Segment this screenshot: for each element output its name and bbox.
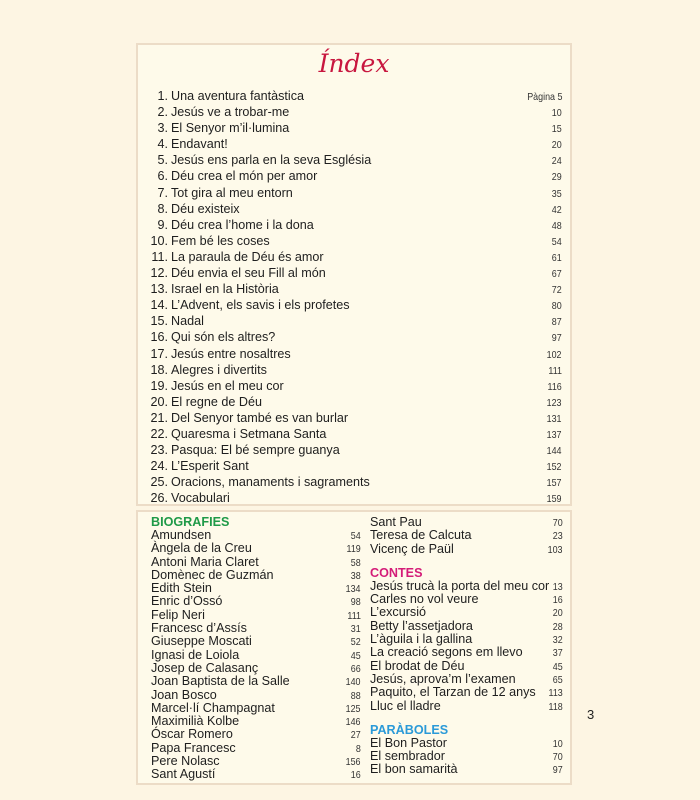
chapter-title bbox=[150, 233, 270, 249]
story-page: 16 bbox=[553, 594, 563, 607]
chapter-page: 80 bbox=[552, 300, 562, 313]
chapter-number: 17. bbox=[150, 346, 168, 361]
chapter-page: 29 bbox=[552, 171, 562, 184]
chapter-title bbox=[150, 168, 317, 184]
chapter-title-text: Jesús ve a trobar-me bbox=[171, 105, 290, 120]
chapter-title-text: Fem bé les coses bbox=[171, 233, 270, 248]
chapter-page: 157 bbox=[547, 477, 562, 490]
biography-title: Josep de Calasanç bbox=[151, 660, 259, 675]
biography-entry bbox=[151, 542, 361, 555]
chapter-title-text: Endavant! bbox=[171, 137, 228, 152]
story-entry bbox=[370, 646, 563, 659]
story-title: Jesús, aprova’m l’examen bbox=[370, 671, 516, 686]
biography-entry bbox=[151, 556, 361, 569]
chapter-title-text: Déu crea l’home i la dona bbox=[171, 217, 314, 232]
parable-title: El Bon Pastor bbox=[370, 735, 448, 750]
biography-title: Papa Francesc bbox=[151, 740, 236, 755]
biography-page: 66 bbox=[351, 662, 361, 675]
chapter-number: 4. bbox=[157, 137, 168, 152]
chapter-entry bbox=[150, 474, 562, 490]
parable-entry bbox=[370, 750, 563, 763]
biography-entry bbox=[151, 582, 361, 595]
story-page: 32 bbox=[553, 634, 563, 647]
chapter-page: 111 bbox=[548, 364, 562, 377]
chapter-number: 19. bbox=[150, 378, 168, 393]
chapter-entry bbox=[150, 249, 562, 265]
biography-page: 98 bbox=[351, 596, 361, 609]
chapter-entry bbox=[150, 265, 562, 281]
chapter-title bbox=[150, 426, 326, 442]
biography-entry bbox=[370, 543, 563, 556]
chapter-page: 123 bbox=[547, 396, 562, 409]
index-title: Índex bbox=[318, 49, 390, 78]
chapter-number: 20. bbox=[150, 394, 168, 409]
chapter-entry bbox=[150, 346, 562, 362]
story-title: L’excursió bbox=[370, 605, 427, 620]
biography-title: Sant Pau bbox=[370, 515, 422, 529]
chapter-title bbox=[150, 201, 240, 217]
chapter-title bbox=[150, 297, 350, 313]
biography-title: Enric d’Ossó bbox=[151, 594, 223, 609]
chapter-title-text: Una aventura fantàstica bbox=[171, 89, 305, 103]
biography-entry bbox=[151, 635, 361, 648]
chapter-title-text: L’Esperit Sant bbox=[171, 459, 249, 474]
biography-page: 111 bbox=[347, 609, 361, 622]
story-entry bbox=[370, 633, 563, 646]
biography-page: 8 bbox=[356, 742, 361, 755]
biography-entry bbox=[151, 595, 361, 608]
parable-page: 97 bbox=[553, 764, 563, 777]
chapter-number: 8. bbox=[157, 201, 168, 216]
chapter-title bbox=[150, 217, 314, 233]
chapter-title-text: Jesús en el meu cor bbox=[171, 378, 284, 393]
chapter-title bbox=[150, 346, 291, 362]
chapter-entry bbox=[150, 152, 562, 168]
biography-title: Antoni Maria Claret bbox=[151, 554, 259, 569]
biography-entry bbox=[151, 728, 361, 741]
parable-title: El bon samarità bbox=[370, 762, 458, 777]
chapter-title-text: Jesús ens parla en la seva Església bbox=[171, 153, 372, 168]
right-column bbox=[370, 515, 563, 777]
chapter-title bbox=[150, 410, 348, 426]
biography-title: Francesc d’Assís bbox=[151, 621, 247, 636]
story-page: 37 bbox=[553, 647, 563, 660]
story-entry bbox=[370, 606, 563, 619]
chapter-number: 6. bbox=[157, 169, 168, 184]
biography-entry bbox=[151, 649, 361, 662]
chapter-entry bbox=[150, 217, 562, 233]
chapter-title bbox=[150, 281, 279, 297]
chapter-number: 11. bbox=[151, 249, 168, 264]
biography-entry bbox=[151, 742, 361, 755]
biography-page: 103 bbox=[548, 543, 563, 556]
chapter-entry bbox=[150, 233, 562, 249]
chapter-page: 97 bbox=[552, 332, 562, 345]
chapter-entry bbox=[150, 120, 562, 136]
chapter-title-text: Quaresma i Setmana Santa bbox=[171, 426, 327, 441]
chapter-page: 35 bbox=[552, 187, 562, 200]
chapter-title-text: Jesús entre nosaltres bbox=[171, 346, 291, 361]
biography-entry bbox=[151, 662, 361, 675]
biography-title: Joan Baptista de la Salle bbox=[151, 674, 290, 689]
story-entry bbox=[370, 660, 563, 673]
parable-page: 70 bbox=[553, 751, 563, 764]
parable-entry bbox=[370, 763, 563, 776]
story-entry bbox=[370, 700, 563, 713]
chapter-title-text: El regne de Déu bbox=[171, 394, 263, 409]
chapter-list bbox=[150, 88, 562, 506]
biography-entry bbox=[151, 569, 361, 582]
chapter-entry bbox=[150, 410, 562, 426]
chapter-number: 18. bbox=[150, 362, 168, 377]
biography-entry bbox=[370, 516, 563, 529]
biography-title: Felip Neri bbox=[151, 607, 205, 622]
chapter-title-text: Del Senyor també es van burlar bbox=[171, 410, 349, 425]
chapter-title bbox=[150, 120, 289, 136]
chapter-entry bbox=[150, 104, 562, 120]
story-entry bbox=[370, 686, 563, 699]
biography-page: 38 bbox=[351, 569, 361, 582]
biography-entry bbox=[151, 609, 361, 622]
biography-page: 88 bbox=[351, 689, 361, 702]
page-number: 3 bbox=[587, 707, 595, 722]
chapter-title-text: Alegres i divertits bbox=[171, 362, 267, 377]
chapter-title bbox=[150, 378, 284, 394]
biography-entry bbox=[151, 622, 361, 635]
chapter-title bbox=[150, 474, 370, 490]
chapter-entry bbox=[150, 394, 562, 410]
chapter-title bbox=[150, 185, 293, 201]
parable-entry bbox=[370, 737, 563, 750]
biography-title: Marcel·lí Champagnat bbox=[151, 700, 275, 715]
biography-title: Vicenç de Paül bbox=[370, 541, 454, 556]
chapter-number: 1. bbox=[157, 89, 168, 103]
chapter-title-text: El Senyor m’il·lumina bbox=[171, 121, 290, 136]
chapter-title-text: Déu envia el seu Fill al món bbox=[171, 266, 326, 281]
chapter-title bbox=[150, 329, 275, 345]
left-column bbox=[151, 515, 361, 782]
biography-title: Joan Bosco bbox=[151, 687, 217, 702]
biography-page: 134 bbox=[346, 583, 361, 596]
chapter-entry bbox=[150, 88, 562, 104]
biography-title: Óscar Romero bbox=[151, 727, 233, 742]
chapter-number: 3. bbox=[157, 121, 168, 136]
chapter-number: 10. bbox=[150, 233, 168, 248]
biografies-heading: BIOGRAFIES bbox=[151, 515, 230, 529]
chapter-page: 20 bbox=[552, 139, 562, 152]
chapter-title bbox=[150, 442, 340, 458]
chapter-entry bbox=[150, 362, 562, 378]
chapter-title-text: Nadal bbox=[171, 314, 204, 329]
story-title: Carles no vol veure bbox=[370, 592, 479, 607]
chapter-title-text: Israel en la Història bbox=[171, 282, 279, 297]
chapter-title bbox=[150, 313, 204, 329]
biography-page: 23 bbox=[553, 530, 563, 543]
story-entry bbox=[370, 673, 563, 686]
biography-entry bbox=[151, 675, 361, 688]
chapter-page: 116 bbox=[547, 380, 562, 393]
chapter-title-text: Oracions, manaments i sagraments bbox=[171, 475, 370, 490]
story-title: Jesús trucà la porta del meu cor bbox=[370, 578, 550, 593]
chapter-entry bbox=[150, 329, 562, 345]
chapter-page: 10 bbox=[552, 107, 562, 120]
story-page: 45 bbox=[553, 660, 563, 673]
biography-page: 140 bbox=[346, 676, 361, 689]
sections-panel bbox=[136, 510, 572, 785]
chapter-page: 152 bbox=[547, 461, 562, 474]
chapter-title bbox=[150, 458, 249, 474]
chapter-number: 23. bbox=[150, 443, 168, 458]
chapter-title-text: Qui són els altres? bbox=[171, 330, 276, 345]
chapter-title-text: Pasqua: El bé sempre guanya bbox=[171, 443, 340, 458]
chapter-entry bbox=[150, 185, 562, 201]
chapter-number: 12. bbox=[150, 266, 168, 281]
chapter-title-text: Vocabulari bbox=[171, 491, 230, 506]
chapter-title-text: L’Advent, els savis i els profetes bbox=[171, 298, 350, 313]
chapter-page: 67 bbox=[552, 268, 562, 281]
chapter-title bbox=[150, 152, 371, 168]
chapter-entry bbox=[150, 426, 562, 442]
biography-title: Pere Nolasc bbox=[151, 754, 220, 769]
chapter-page: 102 bbox=[547, 348, 562, 361]
biography-entry bbox=[151, 755, 361, 768]
chapter-title bbox=[150, 490, 230, 506]
chapter-title bbox=[150, 265, 326, 281]
chapter-number: 2. bbox=[157, 105, 168, 120]
parable-page: 10 bbox=[553, 737, 563, 750]
biography-entry bbox=[151, 702, 361, 715]
biography-page: 70 bbox=[553, 517, 563, 529]
chapter-entry bbox=[150, 458, 562, 474]
chapter-page: 87 bbox=[552, 316, 562, 329]
chapter-number: 22. bbox=[150, 426, 168, 441]
biografies-list-continued bbox=[370, 516, 563, 556]
biography-page: 16 bbox=[351, 769, 361, 782]
chapter-entry bbox=[150, 201, 562, 217]
biography-page: 58 bbox=[351, 556, 361, 569]
chapter-page: 61 bbox=[552, 251, 562, 264]
biography-title: Maximilià Kolbe bbox=[151, 714, 240, 729]
chapter-number: 5. bbox=[157, 153, 168, 168]
paraboles-list bbox=[370, 737, 563, 777]
chapter-entry bbox=[150, 313, 562, 329]
chapter-entry bbox=[150, 442, 562, 458]
chapter-title-text: Déu crea el món per amor bbox=[171, 169, 318, 184]
parable-title: El sembrador bbox=[370, 749, 445, 764]
chapter-entry bbox=[150, 297, 562, 313]
chapter-number: 9. bbox=[157, 217, 168, 232]
chapter-page: 48 bbox=[552, 219, 562, 232]
chapter-number: 24. bbox=[150, 459, 168, 474]
chapter-number: 21. bbox=[150, 410, 168, 425]
story-page: 28 bbox=[553, 620, 563, 633]
biography-page: 54 bbox=[351, 530, 361, 542]
chapter-number: 13. bbox=[150, 282, 168, 297]
chapter-number: 16. bbox=[150, 330, 168, 345]
story-title: El brodat de Déu bbox=[370, 658, 465, 673]
chapter-number: 7. bbox=[157, 185, 168, 200]
biography-title: Teresa de Calcuta bbox=[370, 528, 472, 543]
chapter-page: 24 bbox=[552, 155, 562, 168]
chapter-title-text: La paraula de Déu és amor bbox=[171, 249, 324, 264]
chapter-entry bbox=[150, 168, 562, 184]
biography-entry bbox=[151, 768, 361, 781]
story-title: Paquito, el Tarzan de 12 anys bbox=[370, 685, 536, 700]
chapter-page: 42 bbox=[552, 203, 562, 216]
biography-page: 45 bbox=[351, 649, 361, 662]
biography-title: Àngela de la Creu bbox=[151, 541, 252, 556]
biography-page: 156 bbox=[346, 756, 361, 769]
biography-title: Sant Agustí bbox=[151, 767, 216, 782]
biography-title: Giuseppe Moscati bbox=[151, 634, 252, 649]
chapter-title bbox=[150, 136, 228, 152]
biography-page: 27 bbox=[351, 729, 361, 742]
chapter-number: 15. bbox=[150, 314, 168, 329]
chapter-page: 159 bbox=[547, 493, 562, 506]
chapter-number: 25. bbox=[150, 475, 168, 490]
chapter-page: 131 bbox=[547, 412, 562, 425]
biografies-list bbox=[151, 529, 361, 782]
biography-page: 31 bbox=[351, 623, 361, 636]
biography-entry bbox=[370, 529, 563, 542]
chapter-title-text: Tot gira al meu entorn bbox=[171, 185, 293, 200]
biography-page: 125 bbox=[346, 702, 361, 715]
biography-entry bbox=[151, 689, 361, 702]
chapter-title bbox=[150, 104, 289, 120]
index-panel bbox=[136, 43, 572, 506]
chapter-page: 144 bbox=[547, 445, 562, 458]
chapter-title-text: Déu existeix bbox=[171, 201, 240, 216]
chapter-page: 72 bbox=[552, 284, 562, 297]
chapter-entry bbox=[150, 378, 562, 394]
story-page: 13 bbox=[553, 580, 563, 593]
contes-list bbox=[370, 580, 563, 713]
chapter-page: 54 bbox=[552, 235, 562, 248]
contes-heading: CONTES bbox=[370, 565, 423, 580]
paraboles-heading: PARÀBOLES bbox=[370, 722, 449, 737]
biography-page: 52 bbox=[351, 636, 361, 649]
story-title: L’àguila i la gallina bbox=[370, 632, 473, 647]
biography-page: 146 bbox=[346, 716, 361, 729]
story-entry bbox=[370, 593, 563, 606]
story-page: 118 bbox=[548, 700, 563, 713]
biography-title: Ignasi de Loiola bbox=[151, 647, 240, 662]
chapter-title bbox=[150, 249, 324, 265]
chapter-entry bbox=[150, 136, 562, 152]
chapter-number: 14. bbox=[150, 298, 168, 313]
story-title: Betty l’assetjadora bbox=[370, 618, 473, 633]
chapter-entry bbox=[150, 490, 562, 506]
biography-title: Amundsen bbox=[151, 528, 212, 542]
chapter-page: 137 bbox=[547, 428, 562, 441]
chapter-number: 26. bbox=[150, 491, 168, 506]
story-entry bbox=[370, 580, 563, 593]
chapter-title bbox=[150, 394, 262, 410]
story-page: 20 bbox=[553, 607, 563, 620]
chapter-page: 15 bbox=[552, 123, 562, 136]
story-title: Lluc el lladre bbox=[370, 698, 441, 713]
chapter-title bbox=[150, 362, 267, 378]
story-page: 65 bbox=[553, 673, 563, 686]
biography-title: Edith Stein bbox=[151, 581, 212, 596]
biography-title: Domènec de Guzmán bbox=[151, 567, 274, 582]
chapter-title bbox=[150, 88, 304, 104]
biography-page: 119 bbox=[346, 543, 361, 556]
story-title: La creació segons em llevo bbox=[370, 645, 523, 660]
chapter-entry bbox=[150, 281, 562, 297]
story-page: 113 bbox=[548, 687, 563, 700]
chapter-page: Pàgina 5 bbox=[526, 91, 562, 103]
story-entry bbox=[370, 620, 563, 633]
